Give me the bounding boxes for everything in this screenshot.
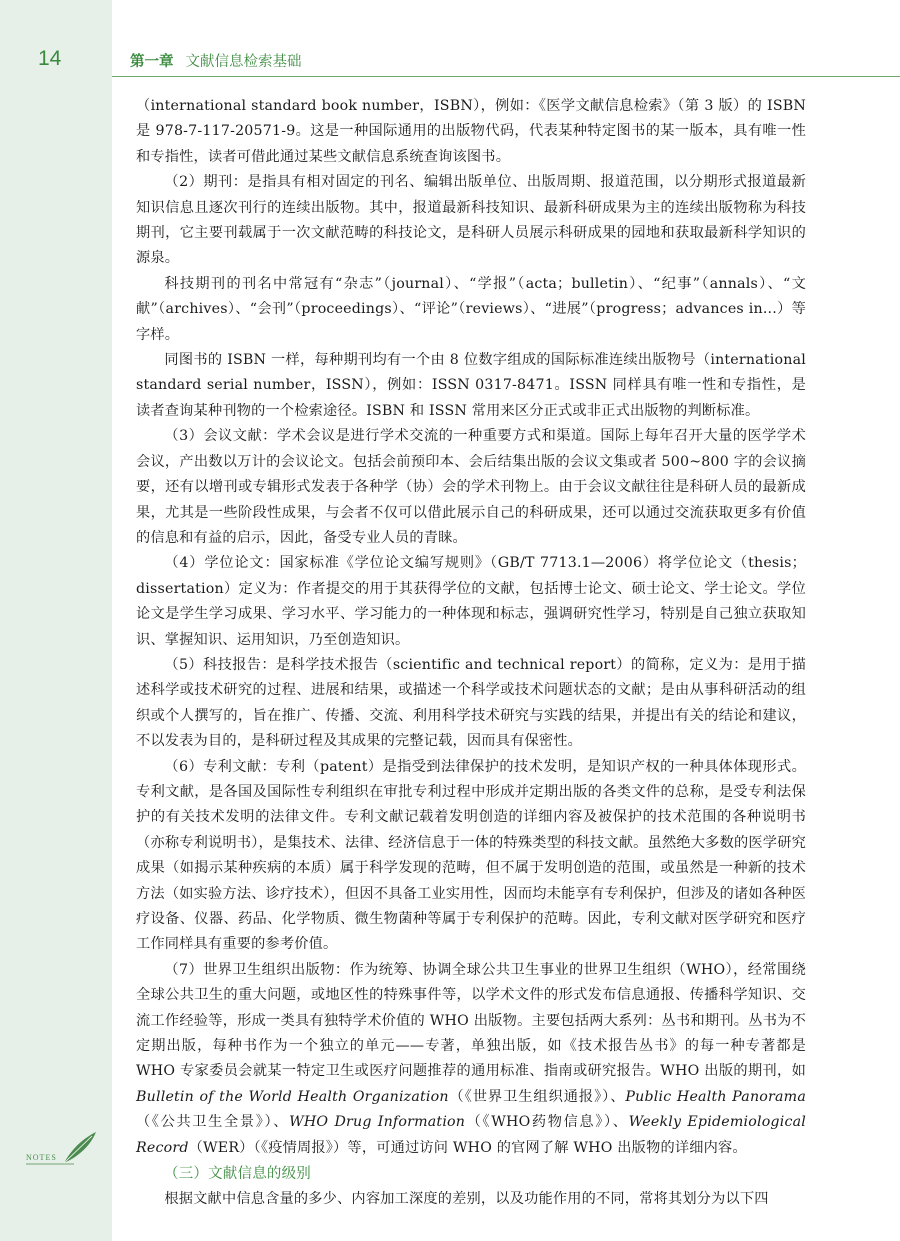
quill-pen-icon — [26, 1130, 100, 1170]
text-run: （《世界卫生组织通报》）、 — [448, 1088, 626, 1105]
running-head — [130, 50, 302, 71]
journal-title: Bulletin of the World Health Organization — [136, 1088, 449, 1105]
text-run: （《公共卫生全景》）、 — [136, 1114, 290, 1131]
notes-label: NOTES — [26, 1153, 57, 1162]
text-run: （7）世界卫生组织出版物：作为统筹、协调全球公共卫生事业的世界卫生组织（WHO），经常围绕全球公共卫生的重大问题，或地区性的特殊事件等，以学术文件的形式发布信息通报、传播科学知识、交流工作经验等，形成一类具有独特学术价值的 WHO 出版物。主要包括两大系列：丛书和期刊。丛书为不定期出版，每种书作为一个独立的单元——专著，单独出版，如《技术报告丛书》的每一种专著都是 WHO 专家委员会就某一特定卫生或医疗问题推荐的通用标准、指南或研究报告。WHO 出版的期刊，如 — [136, 961, 806, 1080]
text-run: （《WHO药物信息》）、 — [465, 1114, 629, 1131]
header-rule — [112, 76, 900, 77]
notes-badge — [26, 1130, 100, 1170]
body-text — [136, 94, 806, 1212]
paragraph: （2）期刊：是指具有相对固定的刊名、编辑出版单位、出版周期、报道范围，以分期形式报道最新知识信息且逐次刊行的连续出版物。其中，报道最新科技知识、最新科研成果为主的连续出版物称为科技期刊，它主要刊载属于一次文献范畴的科技论文，是科研人员展示科研成果的园地和获取最新科学知识的源泉。 — [136, 174, 806, 267]
page-number: 14 — [38, 47, 62, 70]
text-run: （WER）（《疫情周报》）等，可通过访问 WHO 的官网了解 WHO 出版物的详细内容。 — [188, 1139, 747, 1156]
chapter-label: 第一章 — [130, 54, 174, 70]
paragraph: 同图书的 ISBN 一样，每种期刊均有一个由 8 位数字组成的国际标准连续出版物号（international standard serial number，ISSN），例如：ISSN 0317-8471。ISSN 同样具有唯一性和专指性，是读者查询某种刊物的一个检索途径。ISBN 和 ISSN 常用来区分正式或非正式出版物的判断标准。 — [136, 352, 806, 419]
who-paragraph — [136, 958, 806, 1161]
journal-title: Weekly Epidemiological Record — [136, 1114, 806, 1156]
section-heading: （三）文献信息的级别 — [164, 1166, 311, 1183]
paragraph: （international standard book number，ISBN），例如：《医学文献信息检索》（第 3 版）的 ISBN 是 978-7-117-20571-9。这是一种国际通用的出版物代码，代表某种特定图书的某一版本，具有唯一性和专指性，读者可借此通过某些文献信息系统查询该图书。 — [136, 98, 806, 165]
paragraph: （6）专利文献：专利（patent）是指受到法律保护的技术发明，是知识产权的一种具体体现形式。专利文献，是各国及国际性专利组织在审批专利过程中形成并定期出版的各类文件的总称，是受专利法保护的有关技术发明的法律文件。专利文献记载着发明创造的详细内容及被保护的技术范围的各种说明书（亦称专利说明书），是集技术、法律、经济信息于一体的特殊类型的科技文献。虽然绝大多数的医学研究成果（如揭示某种疾病的本质）属于科学发现的范畴，但不属于发明创造的范围，或虽然是一种新的技术方法（如实验方法、诊疗技术），但因不具备工业实用性，因而均未能享有专利保护，但涉及的诸如各种医疗设备、仪器、药品、化学物质、微生物菌种等属于专利保护的范畴。因此，专利文献对医学研究和医疗工作同样具有重要的参考价值。 — [136, 758, 806, 953]
paragraph: （5）科技报告：是科学技术报告（scientific and technical report）的简称，定义为：是用于描述科学或技术研究的过程、进展和结果，或描述一个科学或技术问题状态的文献；是由从事科研活动的组织或个人撰写的，旨在推广、传播、交流、利用科学技术研究与实践的结果，并提出有关的结论和建议，不以发表为目的，是科研过程及其成果的完整记载，因而具有保密性。 — [136, 656, 806, 750]
notes-margin — [0, 0, 112, 1241]
paragraph: 根据文献中信息含量的多少、内容加工深度的差别，以及功能作用的不同，常将其划分为以下四 — [164, 1191, 769, 1208]
chapter-title: 文献信息检索基础 — [185, 54, 302, 70]
paragraph: （4）学位论文：国家标准《学位论文编写规则》（GB/T 7713.1—2006）将学位论文（thesis；dissertation）定义为：作者提交的用于其获得学位的文献，包括博士论文、硕士论文、学士论文。学位论文是学生学习成果、学习水平、学习能力的一种体现和标志，强调研究性学习，特别是自己独立获取知识、掌握知识、运用知识，乃至创造知识。 — [136, 555, 806, 648]
paragraph: （3）会议文献：学术会议是进行学术交流的一种重要方式和渠道。国际上每年召开大量的医学学术会议，产出数以万计的会议论文。包括会前预印本、会后结集出版的会议文集或者 500~800 字的会议摘要，还有以增刊或专辑形式发表于各种学（协）会的学术刊物上。由于会议文献往往是科研人员的最新成果，尤其是一些阶段性成果，与会者不仅可以借此展示自己的科研成果，还可以通过交流获取更多有价值的信息和有益的启示，因此，备受专业人员的青睐。 — [136, 428, 806, 546]
journal-title: WHO Drug Information — [289, 1114, 466, 1131]
paragraph: 科技期刊的刊名中常冠有“杂志”（journal）、“学报”（acta；bulletin）、“纪事”（annals）、“文献”（archives）、“会刊”（proceedings）、“评论”（reviews）、“进展”（progress；advances in...）等字样。 — [136, 275, 806, 343]
journal-title: Public Health Panorama — [625, 1088, 806, 1105]
